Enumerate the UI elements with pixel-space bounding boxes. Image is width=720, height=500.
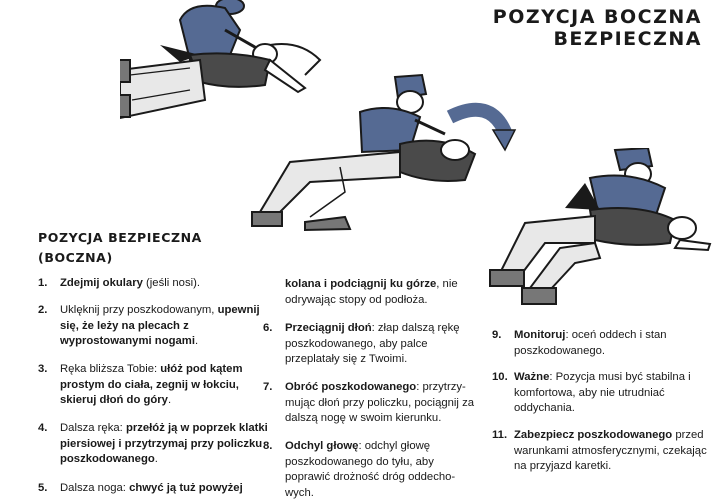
step-number: 9.	[492, 329, 502, 341]
step-bold-text: Monitoruj	[514, 329, 566, 341]
step-bold-text: chwyć ją tuż powyżej	[129, 482, 243, 494]
step-number: 8.	[263, 440, 273, 452]
step-bold-text: Obróć poszkodowanego	[285, 381, 417, 393]
step-text: (jeśli nosi).	[142, 277, 200, 289]
step-4	[38, 421, 268, 468]
step-3	[38, 362, 263, 409]
step-text: .	[167, 394, 172, 406]
step-text: .	[154, 453, 158, 465]
page-title	[420, 6, 702, 50]
page-title-line-1: POZYCJA BOCZNA	[492, 6, 702, 28]
step-number: 10.	[492, 371, 508, 383]
step-bold-text: przełóż ją w poprzek klatki piersiowej i przytrzymaj przy policzku poszkodowanego	[60, 422, 268, 465]
step-text: : odchyl głowę poszkodowanego do tyłu, aby poprawić drożność dróg oddecho-wych.	[285, 440, 456, 499]
step-text: : oceń oddech i stan poszkodowanego.	[514, 329, 667, 357]
step-1	[38, 276, 253, 292]
step-number: 6.	[263, 322, 273, 334]
step-text: .	[194, 335, 199, 347]
page-title-line-2: BEZPIECZNA	[553, 28, 702, 50]
step-5-continued	[285, 277, 490, 308]
section-heading-line-2: (BOCZNA)	[38, 250, 113, 265]
step-text: Dalsza ręka:	[60, 422, 126, 434]
step-11	[492, 428, 707, 475]
step-bold-text: ułóż pod kątem prostym do ciała, zegnij w łokciu, skieruj dłoń do góry	[60, 363, 243, 406]
step-text: Ręka bliższa Tobie:	[60, 363, 161, 375]
step-number: 7.	[263, 381, 273, 393]
step-bold-text: Odchyl głowę	[285, 440, 359, 452]
step-number: 2.	[38, 304, 48, 316]
step-7	[263, 380, 475, 427]
step-bold-text: upewnij się, że leży na plecach z wyprostowanymi nogami	[60, 304, 260, 347]
step-text: Uklęknij przy poszkodowanym,	[60, 304, 218, 316]
step-5	[38, 481, 278, 497]
step-number: 3.	[38, 363, 48, 375]
step-number: 11.	[492, 429, 508, 441]
figure-recovery-position	[470, 148, 720, 323]
step-text: : Pozycja musi być stabilna i komfortowa, aby nie utrudniać oddychania.	[514, 371, 691, 414]
step-bold-text: Przeciągnij dłoń	[285, 322, 372, 334]
step-6	[263, 321, 475, 368]
victim-in-recovery-position-icon	[470, 148, 720, 323]
step-number: 4.	[38, 422, 48, 434]
step-number: 1.	[38, 277, 48, 289]
step-text: : przytrzy-mując dłoń przy policzku, pociągnij za dalszą nogę w swoim kierunku.	[285, 381, 475, 424]
step-bold-text: Ważne	[514, 371, 550, 383]
step-text: , nie odrywając stopy od podłoża.	[285, 278, 458, 306]
step-text: : złap dalszą rękę poszkodowanego, aby palce przeplatały się z Twoimi.	[285, 322, 460, 365]
step-10	[492, 370, 707, 417]
step-number: 5.	[38, 482, 48, 494]
step-bold-text: Zabezpiecz poszkodowanego	[514, 429, 673, 441]
step-bold-text: Zdejmij okulary	[60, 277, 143, 289]
step-bold-text: kolana i podciągnij ku górze	[285, 278, 437, 290]
section-heading-line-1: POZYCJA BEZPIECZNA	[38, 230, 202, 245]
step-2	[38, 303, 263, 350]
step-text: przed warunkami atmosferycznymi, czekając na przyjazd karetki.	[514, 429, 707, 472]
step-9	[492, 328, 707, 359]
step-text: Dalsza noga:	[60, 482, 130, 494]
section-heading	[38, 228, 258, 268]
step-8	[263, 439, 475, 500]
